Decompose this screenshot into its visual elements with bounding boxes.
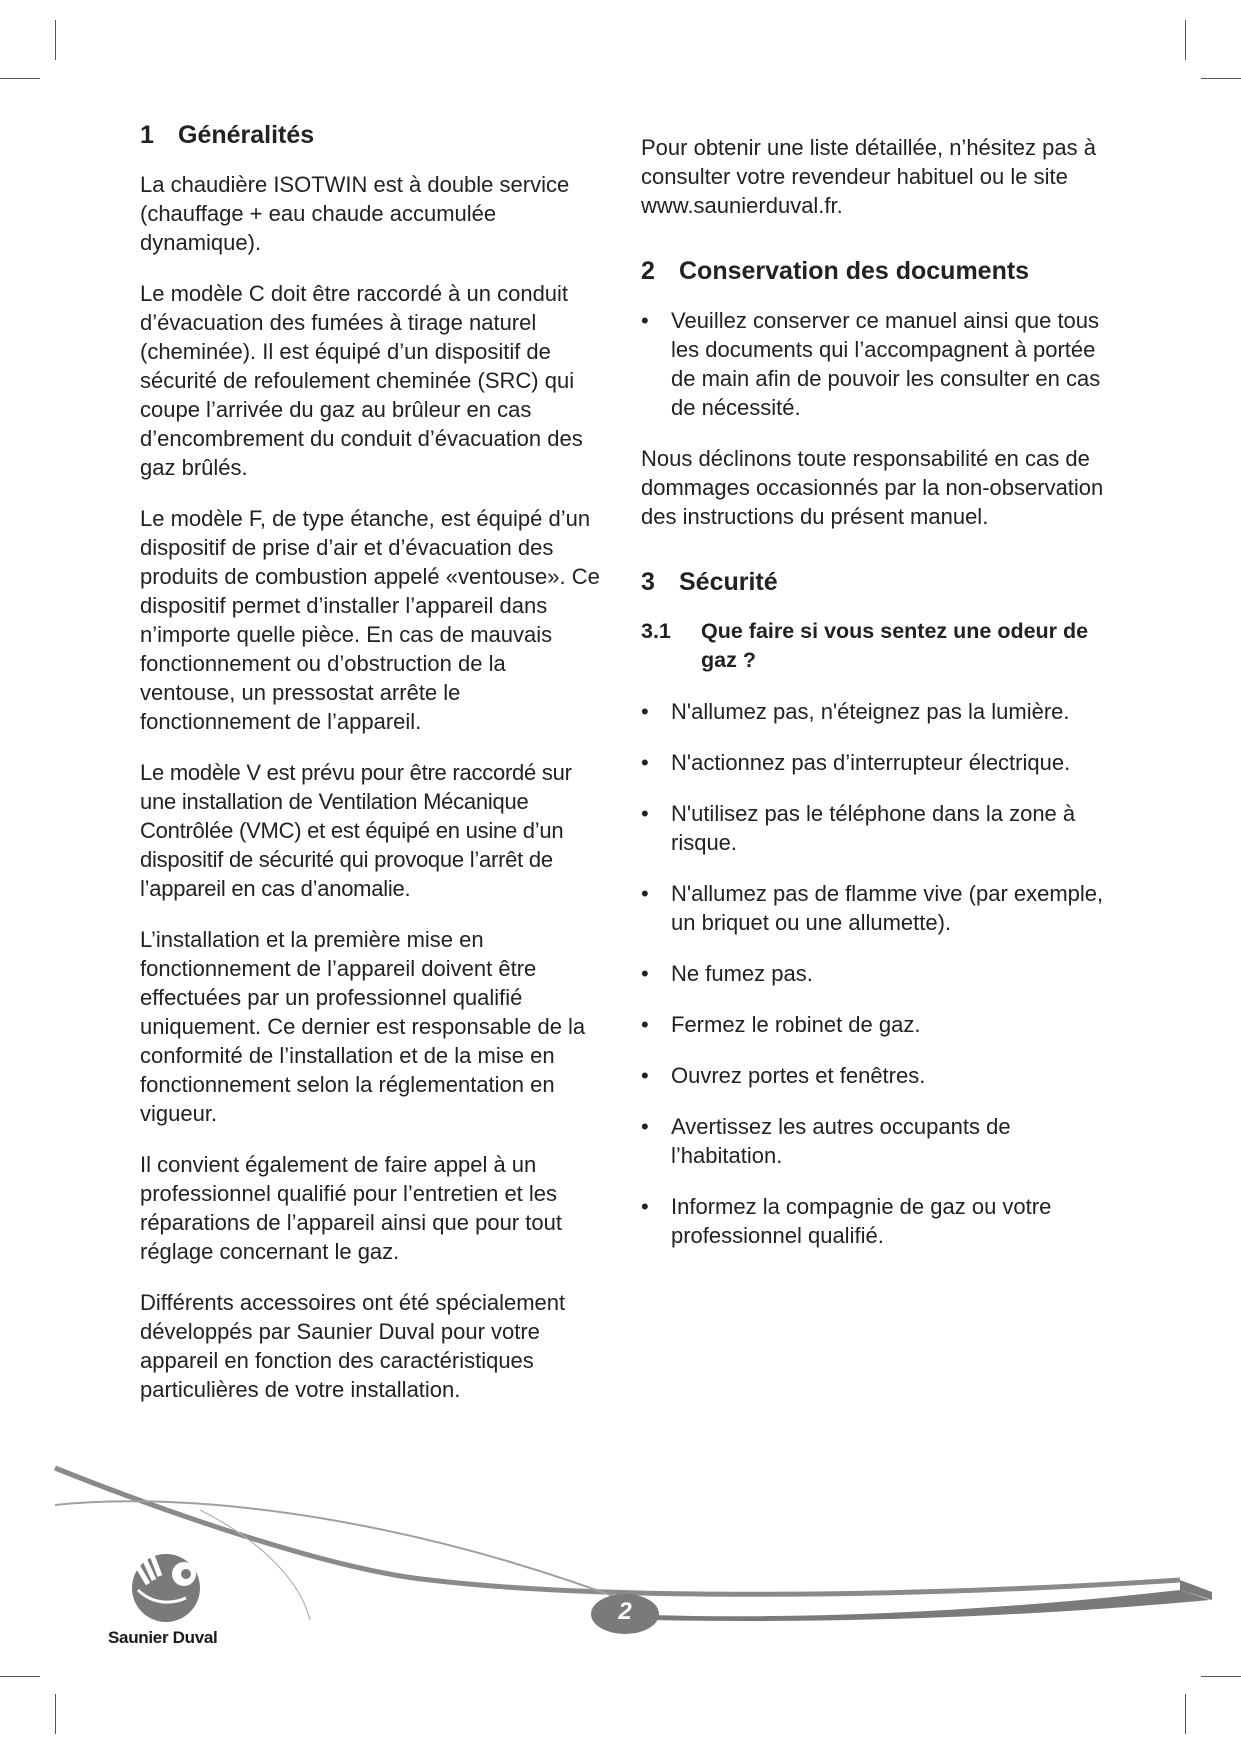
list-item-text: Ne fumez pas. <box>671 961 813 986</box>
bullet-marker: • <box>641 699 649 724</box>
safety-bullet-list <box>641 697 1111 1250</box>
bullet-marker: • <box>641 881 649 906</box>
section-title: Généralités <box>178 121 315 149</box>
subsection-number: 3.1 <box>641 619 671 643</box>
bullet-marker: • <box>641 308 649 333</box>
section-heading-3 <box>641 567 1111 597</box>
list-item <box>641 879 1111 937</box>
left-column <box>140 120 600 1426</box>
section-title: Sécurité <box>679 568 778 596</box>
crop-mark <box>1185 20 1186 60</box>
list-item-text: N'allumez pas, n'éteignez pas la lumière. <box>671 699 1070 724</box>
paragraph: Le modèle C doit être raccordé à un conduit d’évacuation des fumées à tirage naturel (cheminée). Il est équipé d’un dispositif de sécurité de refoulement cheminée (SRC) qui coupe l’arrivée du gaz au brûleur en cas d’encombrement du conduit d’évacuation des gaz brûlés. <box>140 281 583 480</box>
list-item <box>641 697 1111 726</box>
bullet-marker: • <box>641 1194 649 1219</box>
bullet-marker: • <box>641 961 649 986</box>
list-item-text: N'allumez pas de flamme vive (par exemple, un briquet ou une allumette). <box>671 881 1104 935</box>
section-heading-1 <box>140 120 600 150</box>
brand-logo-icon <box>132 1550 200 1622</box>
list-item-text: N'actionnez pas d’interrupteur électrique. <box>671 750 1071 775</box>
list-item-text: Avertissez les autres occupants de l’habitation. <box>671 1114 1011 1168</box>
spacer <box>641 553 1111 567</box>
crop-mark <box>0 1676 40 1677</box>
crop-mark <box>1201 78 1241 79</box>
bullet-list <box>641 306 1111 422</box>
list-item-text: Veuillez conserver ce manuel ainsi que tous les documents qui l’accompagnent à portée de main afin de pouvoir les consulter en cas de nécessité. <box>671 308 1101 420</box>
crop-mark <box>1185 1694 1186 1734</box>
section-number: 3 <box>641 568 655 596</box>
section-heading-2 <box>641 256 1111 286</box>
list-item <box>641 306 1111 422</box>
paragraph: La chaudière ISOTWIN est à double service (chauffage + eau chaude accumulée dynamique). <box>140 172 570 255</box>
crop-mark <box>55 20 56 60</box>
bullet-marker: • <box>641 1063 649 1088</box>
list-item-text: N'utilisez pas le téléphone dans la zone à risque. <box>671 801 1076 855</box>
list-item-text: Informez la compagnie de gaz ou votre professionnel qualifié. <box>671 1194 1052 1248</box>
list-item-text: Ouvrez portes et fenêtres. <box>671 1063 926 1088</box>
list-item <box>641 748 1111 777</box>
bullet-marker: • <box>641 1012 649 1037</box>
list-item <box>641 799 1111 857</box>
subsection-heading <box>641 617 1111 675</box>
paragraph: Différents accessoires ont été spécialement développés par Saunier Duval pour votre appareil en fonction des caractéristiques particulières de votre installation. <box>140 1290 566 1402</box>
crop-mark <box>1201 1676 1241 1677</box>
crop-mark <box>55 1694 56 1734</box>
bullet-marker: • <box>641 1114 649 1139</box>
list-item <box>641 1192 1111 1250</box>
page-number: 2 <box>618 1598 632 1625</box>
swoosh-curve <box>55 1468 1180 1594</box>
spacer <box>641 242 1111 256</box>
section-number: 2 <box>641 257 655 285</box>
paragraph: Le modèle V est prévu pour être raccordé sur une installation de Ventilation Mécanique Contrôlée (VMC) et est équipé en usine d’un dispositif de sécurité qui provoque l’arrêt de l’appareil en cas d’anomalie. <box>140 760 572 901</box>
list-item <box>641 1061 1111 1090</box>
section-title: Conservation des documents <box>679 257 1030 285</box>
section-number: 1 <box>140 121 154 149</box>
list-item <box>641 1112 1111 1170</box>
bullet-marker: • <box>641 750 649 775</box>
right-column <box>641 133 1111 1280</box>
paragraph: Il convient également de faire appel à un professionnel qualifié pour l’entretien et les réparations de l’appareil ainsi que pour tout réglage concernant le gaz. <box>140 1152 562 1264</box>
bullet-marker: • <box>641 801 649 826</box>
paragraph: Nous déclinons toute responsabilité en cas de dommages occasionnés par la non-observation des instructions du présent manuel. <box>641 446 1104 529</box>
brand-name: Saunier Duval <box>108 1628 218 1647</box>
subsection-title: Que faire si vous sentez une odeur de gaz ? <box>701 619 1089 672</box>
paragraph: L’installation et la première mise en fonctionnement de l’appareil doivent être effectuées par un professionnel qualifié uniquement. Ce dernier est responsable de la conformité de l’installation et de la mise en fonctionnement selon la réglementation en vigueur. <box>140 927 586 1126</box>
intro-paragraph: Pour obtenir une liste détaillée, n’hésitez pas à consulter votre revendeur habituel ou le site www.saunierduval.fr. <box>641 135 1096 218</box>
paragraph: Le modèle F, de type étanche, est équipé d’un dispositif de prise d’air et d’évacuation des produits de combustion appelé «ventouse». Ce dispositif permet d’installer l’appareil dans n’importe quelle pièce. En cas de mauvais fonctionnement ou d’obstruction de la ventouse, un pressostat arrête le fonctionnement de l’appareil. <box>140 506 600 734</box>
list-item <box>641 959 1111 988</box>
list-item <box>641 1010 1111 1039</box>
list-item-text: Fermez le robinet de gaz. <box>671 1012 921 1037</box>
crop-mark <box>0 78 40 79</box>
